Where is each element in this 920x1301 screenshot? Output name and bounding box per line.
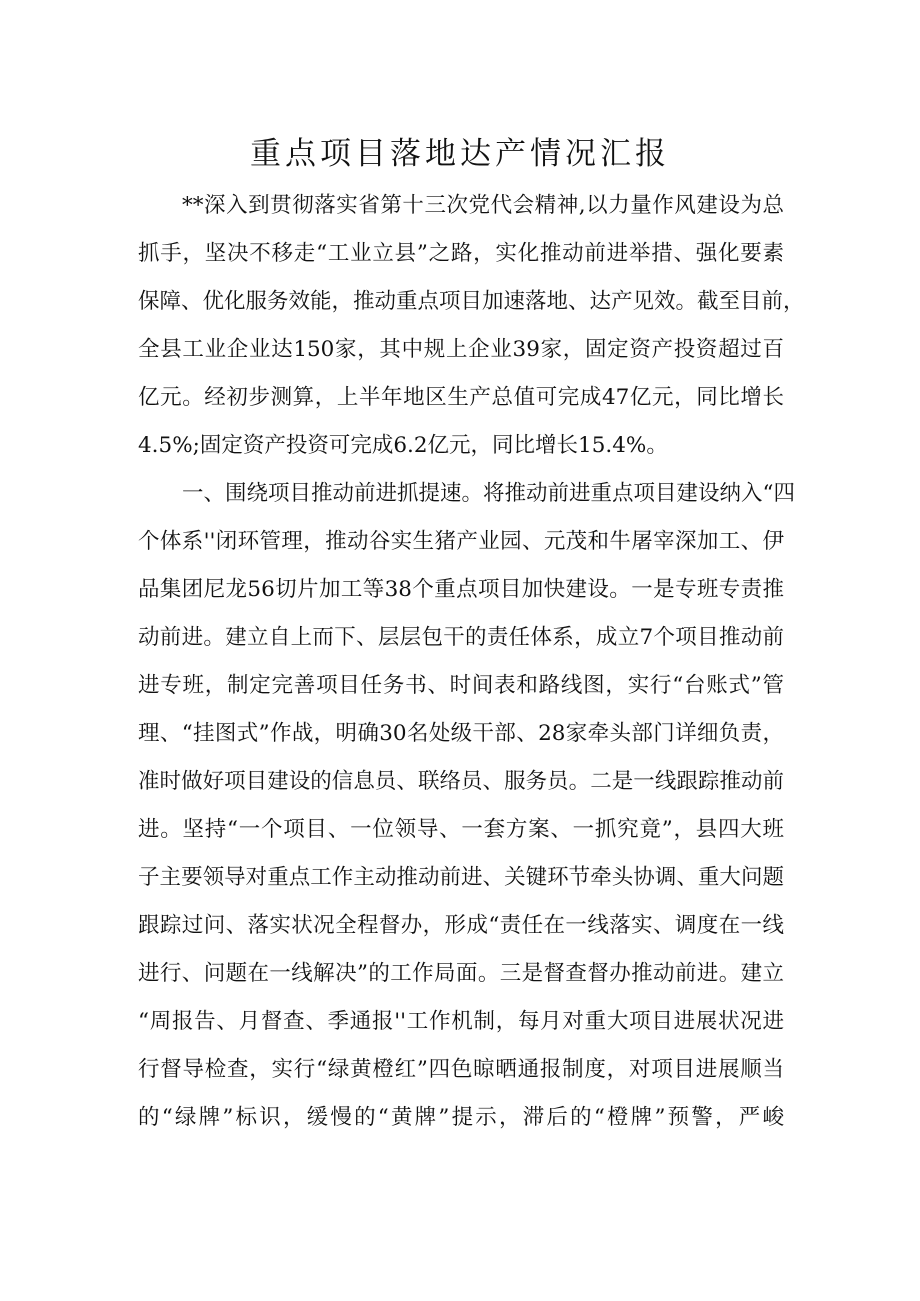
paragraph-2-line: 准时做好项目建设的信息员、联络员、服务员。二是一线跟踪推动前 [138, 769, 784, 794]
paragraph-2-line: 理、“挂图式”作战，明确30名处级干部、28家牵头部门详细负责， [138, 721, 784, 746]
paragraph-2-line: 子主要领导对重点工作主动推动前进、关键环节牵头协调、重大问题 [138, 865, 784, 890]
paragraph-2-line: 品集团尼龙56切片加工等38个重点项目加快建设。一是专班专责推 [138, 577, 784, 602]
document-body [138, 182, 805, 1142]
paragraph-1-line: 保障、优化服务效能，推动重点项目加速落地、达产见效。截至目前， [138, 289, 805, 314]
paragraph-2-line: 个体系''闭环管理，推动谷实生猪产业园、元茂和牛屠宰深加工、伊 [138, 529, 784, 554]
paragraph-2-line: 进行、问题在一线解决”的工作局面。三是督查督办推动前进。建立 [138, 961, 784, 986]
paragraph-2-line: 的“绿牌”标识，缓慢的“黄牌”提示，滞后的“橙牌”预警，严峻 [138, 1105, 784, 1130]
paragraph-2-line: 一、围绕项目推动前进抓提速。将推动前进重点项目建设纳入“四 [182, 481, 795, 506]
paragraph-2-line: 跟踪过问、落实状况全程督办，形成“责任在一线落实、调度在一线 [138, 913, 784, 938]
paragraph-2-line: 进。坚持“一个项目、一位领导、一套方案、一抓究竟”，县四大班 [138, 817, 784, 842]
paragraph-2-line: “周报告、月督查、季通报''工作机制，每月对重大项目进展状况进 [138, 1009, 784, 1034]
document-title: 重点项目落地达产情况汇报 [250, 136, 670, 172]
paragraph-1-line: 亿元。经初步测算，上半年地区生产总值可完成47亿元，同比增长 [138, 385, 784, 410]
paragraph-2-line: 动前进。建立自上而下、层层包干的责任体系，成立7个项目推动前 [138, 625, 784, 650]
paragraph-1-line: 4.5%;固定资产投资可完成6.2亿元，同比增长15.4%。 [138, 433, 668, 458]
paragraph-1-line: 全县工业企业达150家，其中规上企业39家，固定资产投资超过百 [138, 337, 784, 362]
paragraph-2-line: 行督导检查，实行“绿黄橙红”四色晾晒通报制度，对项目进展顺当 [138, 1057, 784, 1082]
paragraph-1-line: **深入到贯彻落实省第十三次党代会精神,以力量作风建设为总 [182, 193, 784, 218]
paragraph-2-line: 进专班，制定完善项目任务书、时间表和路线图，实行“台账式”管 [138, 673, 784, 698]
paragraph-1-line: 抓手，坚决不移走“工业立县”之路，实化推动前进举措、强化要素 [138, 241, 784, 266]
